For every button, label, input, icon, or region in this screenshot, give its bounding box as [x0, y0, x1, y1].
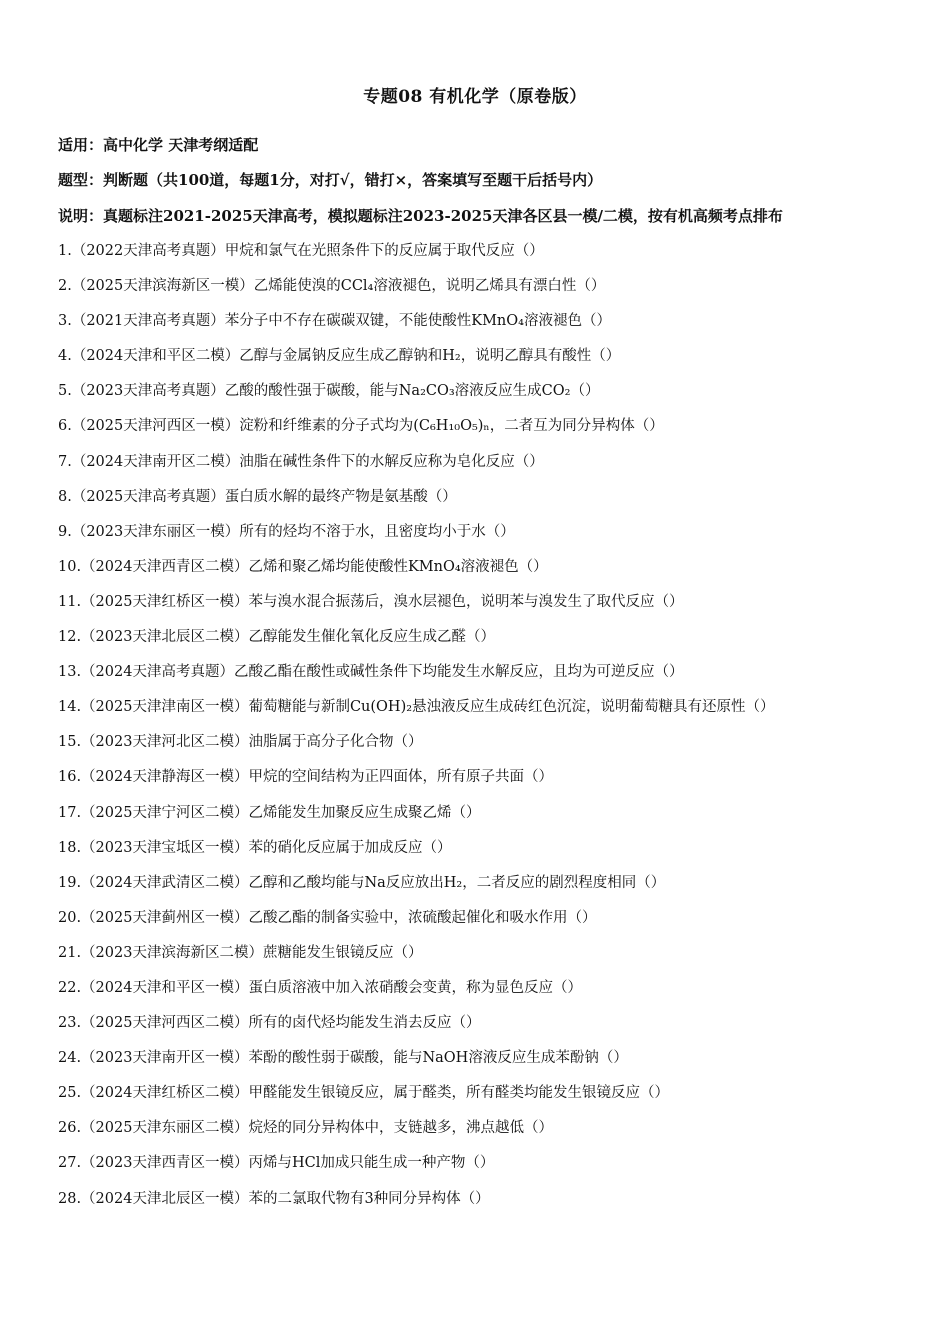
question-item: 21.（2023天津滨海新区二模）蔗糖能发生银镜反应（）: [58, 944, 423, 961]
question-item: 28.（2024天津北辰区一模）苯的二氯取代物有3种同分异构体（）: [58, 1190, 490, 1207]
question-item: 10.（2024天津西青区二模）乙烯和聚乙烯均能使酸性KMnO₄溶液褪色（）: [58, 558, 548, 575]
question-list: [58, 240, 938, 1223]
applicable-line: 适用：高中化学 天津考纲适配: [58, 136, 259, 154]
question-item: 13.（2024天津高考真题）乙酸乙酯在酸性或碱性条件下均能发生水解反应，且均为可逆反应（）: [58, 664, 684, 681]
question-item: 23.（2025天津河西区二模）所有的卤代烃均能发生消去反应（）: [58, 1015, 481, 1032]
question-item: 11.（2025天津红桥区一模）苯与溴水混合振荡后，溴水层褪色，说明苯与溴发生了取代反应（）: [58, 593, 684, 610]
note-line: 说明：真题标注2021-2025天津高考，模拟题标注2023-2025天津各区县一模/二模，按有机高频考点排布: [58, 207, 783, 225]
question-item: 2.（2025天津滨海新区一模）乙烯能使溴的CCl₄溶液褪色，说明乙烯具有漂白性（）: [58, 278, 606, 295]
question-item: 6.（2025天津河西区一模）淀粉和纤维素的分子式均为(C₆H₁₀O₅)ₙ，二者互为同分异构体（）: [58, 418, 664, 435]
question-item: 22.（2024天津和平区一模）蛋白质溶液中加入浓硝酸会变黄，称为显色反应（）: [58, 979, 582, 996]
question-item: 12.（2023天津北辰区二模）乙醇能发生催化氧化反应生成乙醛（）: [58, 629, 495, 646]
question-item: 1.（2022天津高考真题）甲烷和氯气在光照条件下的反应属于取代反应（）: [58, 243, 544, 259]
question-item: 19.（2024天津武清区二模）乙醇和乙酸均能与Na反应放出H₂，二者反应的剧烈程度相同（）: [58, 874, 666, 891]
question-item: 20.（2025天津蓟州区一模）乙酸乙酯的制备实验中，浓硫酸起催化和吸水作用（）: [58, 909, 597, 926]
question-item: 5.（2023天津高考真题）乙酸的酸性强于碳酸，能与Na₂CO₃溶液反应生成CO₂（）: [58, 383, 600, 400]
question-item: 7.（2024天津南开区二模）油脂在碱性条件下的水解反应称为皂化反应（）: [58, 453, 544, 470]
question-item: 17.（2025天津宁河区二模）乙烯能发生加聚反应生成聚乙烯（）: [58, 804, 481, 821]
question-item: 24.（2023天津南开区一模）苯酚的酸性弱于碳酸，能与NaOH溶液反应生成苯酚钠（）: [58, 1050, 628, 1067]
question-item: 18.（2023天津宝坻区一模）苯的硝化反应属于加成反应（）: [58, 839, 452, 856]
question-item: 15.（2023天津河北区二模）油脂属于高分子化合物（）: [58, 734, 423, 751]
question-item: 8.（2025天津高考真题）蛋白质水解的最终产物是氨基酸（）: [58, 488, 457, 505]
question-item: 16.（2024天津静海区一模）甲烷的空间结构为正四面体，所有原子共面（）: [58, 769, 553, 786]
question-type-line: 题型：判断题（共100道，每题1分，对打√，错打×，答案填写至题干后括号内）: [58, 171, 603, 189]
question-item: 26.（2025天津东丽区二模）烷烃的同分异构体中，支链越多，沸点越低（）: [58, 1120, 553, 1137]
question-item: 9.（2023天津东丽区一模）所有的烃均不溶于水，且密度均小于水（）: [58, 523, 515, 540]
question-item: 25.（2024天津红桥区二模）甲醛能发生银镜反应，属于醛类，所有醛类均能发生银镜反应（）: [58, 1085, 669, 1102]
question-item: 4.（2024天津和平区二模）乙醇与金属钠反应生成乙醇钠和H₂，说明乙醇具有酸性（）: [58, 348, 621, 365]
question-item: 3.（2021天津高考真题）苯分子中不存在碳碳双键，不能使酸性KMnO₄溶液褪色（）: [58, 313, 611, 330]
page-title: 专题08 有机化学（原卷版）: [363, 87, 587, 107]
question-item: 27.（2023天津西青区一模）丙烯与HCl加成只能生成一种产物（）: [58, 1155, 495, 1172]
question-item: 14.（2025天津津南区一模）葡萄糖能与新制Cu(OH)₂悬浊液反应生成砖红色沉淀，说明葡萄糖具有还原性（）: [58, 699, 775, 716]
